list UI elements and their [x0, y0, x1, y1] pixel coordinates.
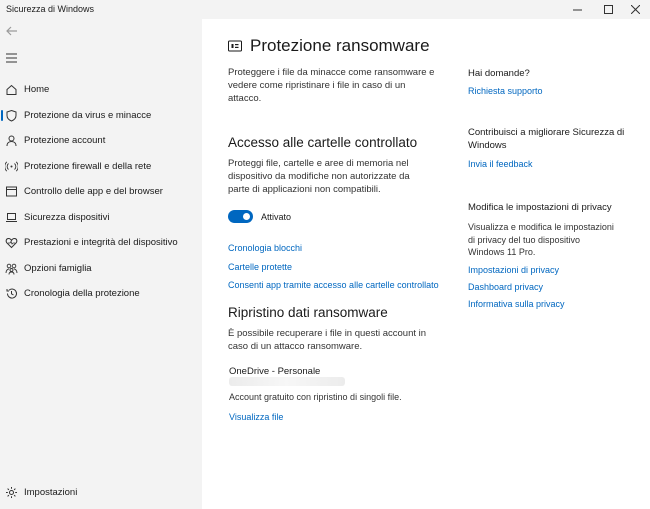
hamburger-icon	[4, 51, 20, 65]
privacy-settings-link[interactable]: Impostazioni di privacy	[468, 265, 560, 275]
onedrive-account-detail: Account gratuito con ripristino di singoli file.	[229, 392, 402, 402]
maximize-icon	[604, 5, 613, 14]
allow-app-link[interactable]: Consenti app tramite accesso alle cartelle controllato	[228, 280, 439, 290]
sidebar-item-label: Protezione da virus e minacce	[24, 109, 152, 121]
minimize-button[interactable]	[562, 0, 592, 19]
sidebar-item-account-protection[interactable]	[0, 129, 202, 151]
support-link[interactable]: Richiesta supporto	[468, 86, 543, 96]
laptop-icon	[5, 211, 18, 224]
main-content	[202, 19, 650, 509]
cfa-description: Proteggi file, cartelle e aree di memoria nel dispositivo da modifiche non autorizzate da parte di applicazioni non compatibili.	[228, 158, 410, 195]
sidebar-item-virus-protection[interactable]	[0, 104, 202, 126]
sidebar-item-label: Protezione account	[24, 134, 106, 146]
sidebar-item-label: Sicurezza dispositivi	[24, 211, 110, 223]
recovery-description: È possibile recuperare i file in questi account in caso di un attacco ransomware.	[228, 328, 427, 352]
cfa-toggle[interactable]	[228, 210, 253, 223]
ransomware-folder-icon	[228, 40, 242, 52]
back-arrow-icon	[4, 23, 20, 39]
privacy-heading: Modifica le impostazioni di privacy	[468, 202, 612, 213]
sidebar-item-home[interactable]	[0, 78, 202, 100]
family-icon	[5, 262, 18, 275]
recovery-heading: Ripristino dati ransomware	[228, 305, 388, 320]
sidebar-item-label: Protezione firewall e della rete	[24, 160, 152, 172]
sidebar-item-label: Prestazioni e integrità del dispositivo	[24, 236, 178, 248]
sidebar-item-device-security[interactable]	[0, 206, 202, 228]
page-intro: Proteggere i file da minacce come ransomware e vedere come ripristinare i file in caso di un attacco.	[228, 67, 435, 104]
sidebar-item-settings[interactable]	[0, 481, 202, 503]
sidebar-item-label: Home	[24, 83, 50, 95]
heart-pulse-icon	[5, 236, 18, 249]
home-icon	[5, 83, 18, 96]
back-button[interactable]	[4, 23, 20, 39]
person-icon	[5, 134, 18, 147]
sidebar	[0, 19, 202, 509]
privacy-statement-link[interactable]: Informativa sulla privacy	[468, 299, 565, 309]
privacy-description: Visualizza e modifica le impostazioni di privacy del tuo dispositivo Windows 11 Pro.	[468, 222, 614, 257]
gear-icon	[5, 486, 18, 499]
sidebar-item-protection-history[interactable]	[0, 282, 202, 304]
toggle-knob	[243, 213, 250, 220]
sidebar-item-label: Cronologia della protezione	[24, 287, 140, 299]
minimize-icon	[573, 5, 582, 14]
sidebar-item-label: Impostazioni	[24, 486, 78, 498]
cfa-heading: Accesso alle cartelle controllato	[228, 135, 418, 150]
app-window-icon	[5, 185, 18, 198]
close-button[interactable]	[620, 0, 650, 19]
view-files-link[interactable]: Visualizza file	[229, 412, 284, 422]
close-icon	[631, 5, 640, 14]
redacted-account-email	[229, 377, 345, 386]
sidebar-item-firewall[interactable]	[0, 155, 202, 177]
questions-heading: Hai domande?	[468, 68, 530, 79]
maximize-button[interactable]	[593, 0, 623, 19]
sidebar-item-family-options[interactable]	[0, 257, 202, 279]
sidebar-item-app-browser[interactable]	[0, 180, 202, 202]
sidebar-item-label: Controllo delle app e del browser	[24, 185, 163, 197]
page-title: Protezione ransomware	[250, 36, 430, 55]
shield-icon	[5, 109, 18, 122]
window-title: Sicurezza di Windows	[6, 4, 95, 14]
wifi-signal-icon	[5, 160, 18, 173]
sidebar-item-device-performance[interactable]	[0, 231, 202, 253]
history-icon	[5, 287, 18, 300]
privacy-dashboard-link[interactable]: Dashboard privacy	[468, 282, 544, 292]
page-header	[228, 36, 430, 56]
feedback-link[interactable]: Invia il feedback	[468, 159, 533, 169]
onedrive-account-name: OneDrive - Personale	[229, 366, 321, 377]
sidebar-item-label: Opzioni famiglia	[24, 262, 92, 274]
contribute-heading: Contribuisci a migliorare Sicurezza di Windows	[468, 127, 625, 151]
block-history-link[interactable]: Cronologia blocchi	[228, 243, 303, 253]
protected-folders-link[interactable]: Cartelle protette	[228, 262, 293, 272]
cfa-toggle-label: Attivato	[261, 212, 292, 222]
menu-button[interactable]	[4, 51, 20, 65]
title-bar	[0, 0, 650, 19]
